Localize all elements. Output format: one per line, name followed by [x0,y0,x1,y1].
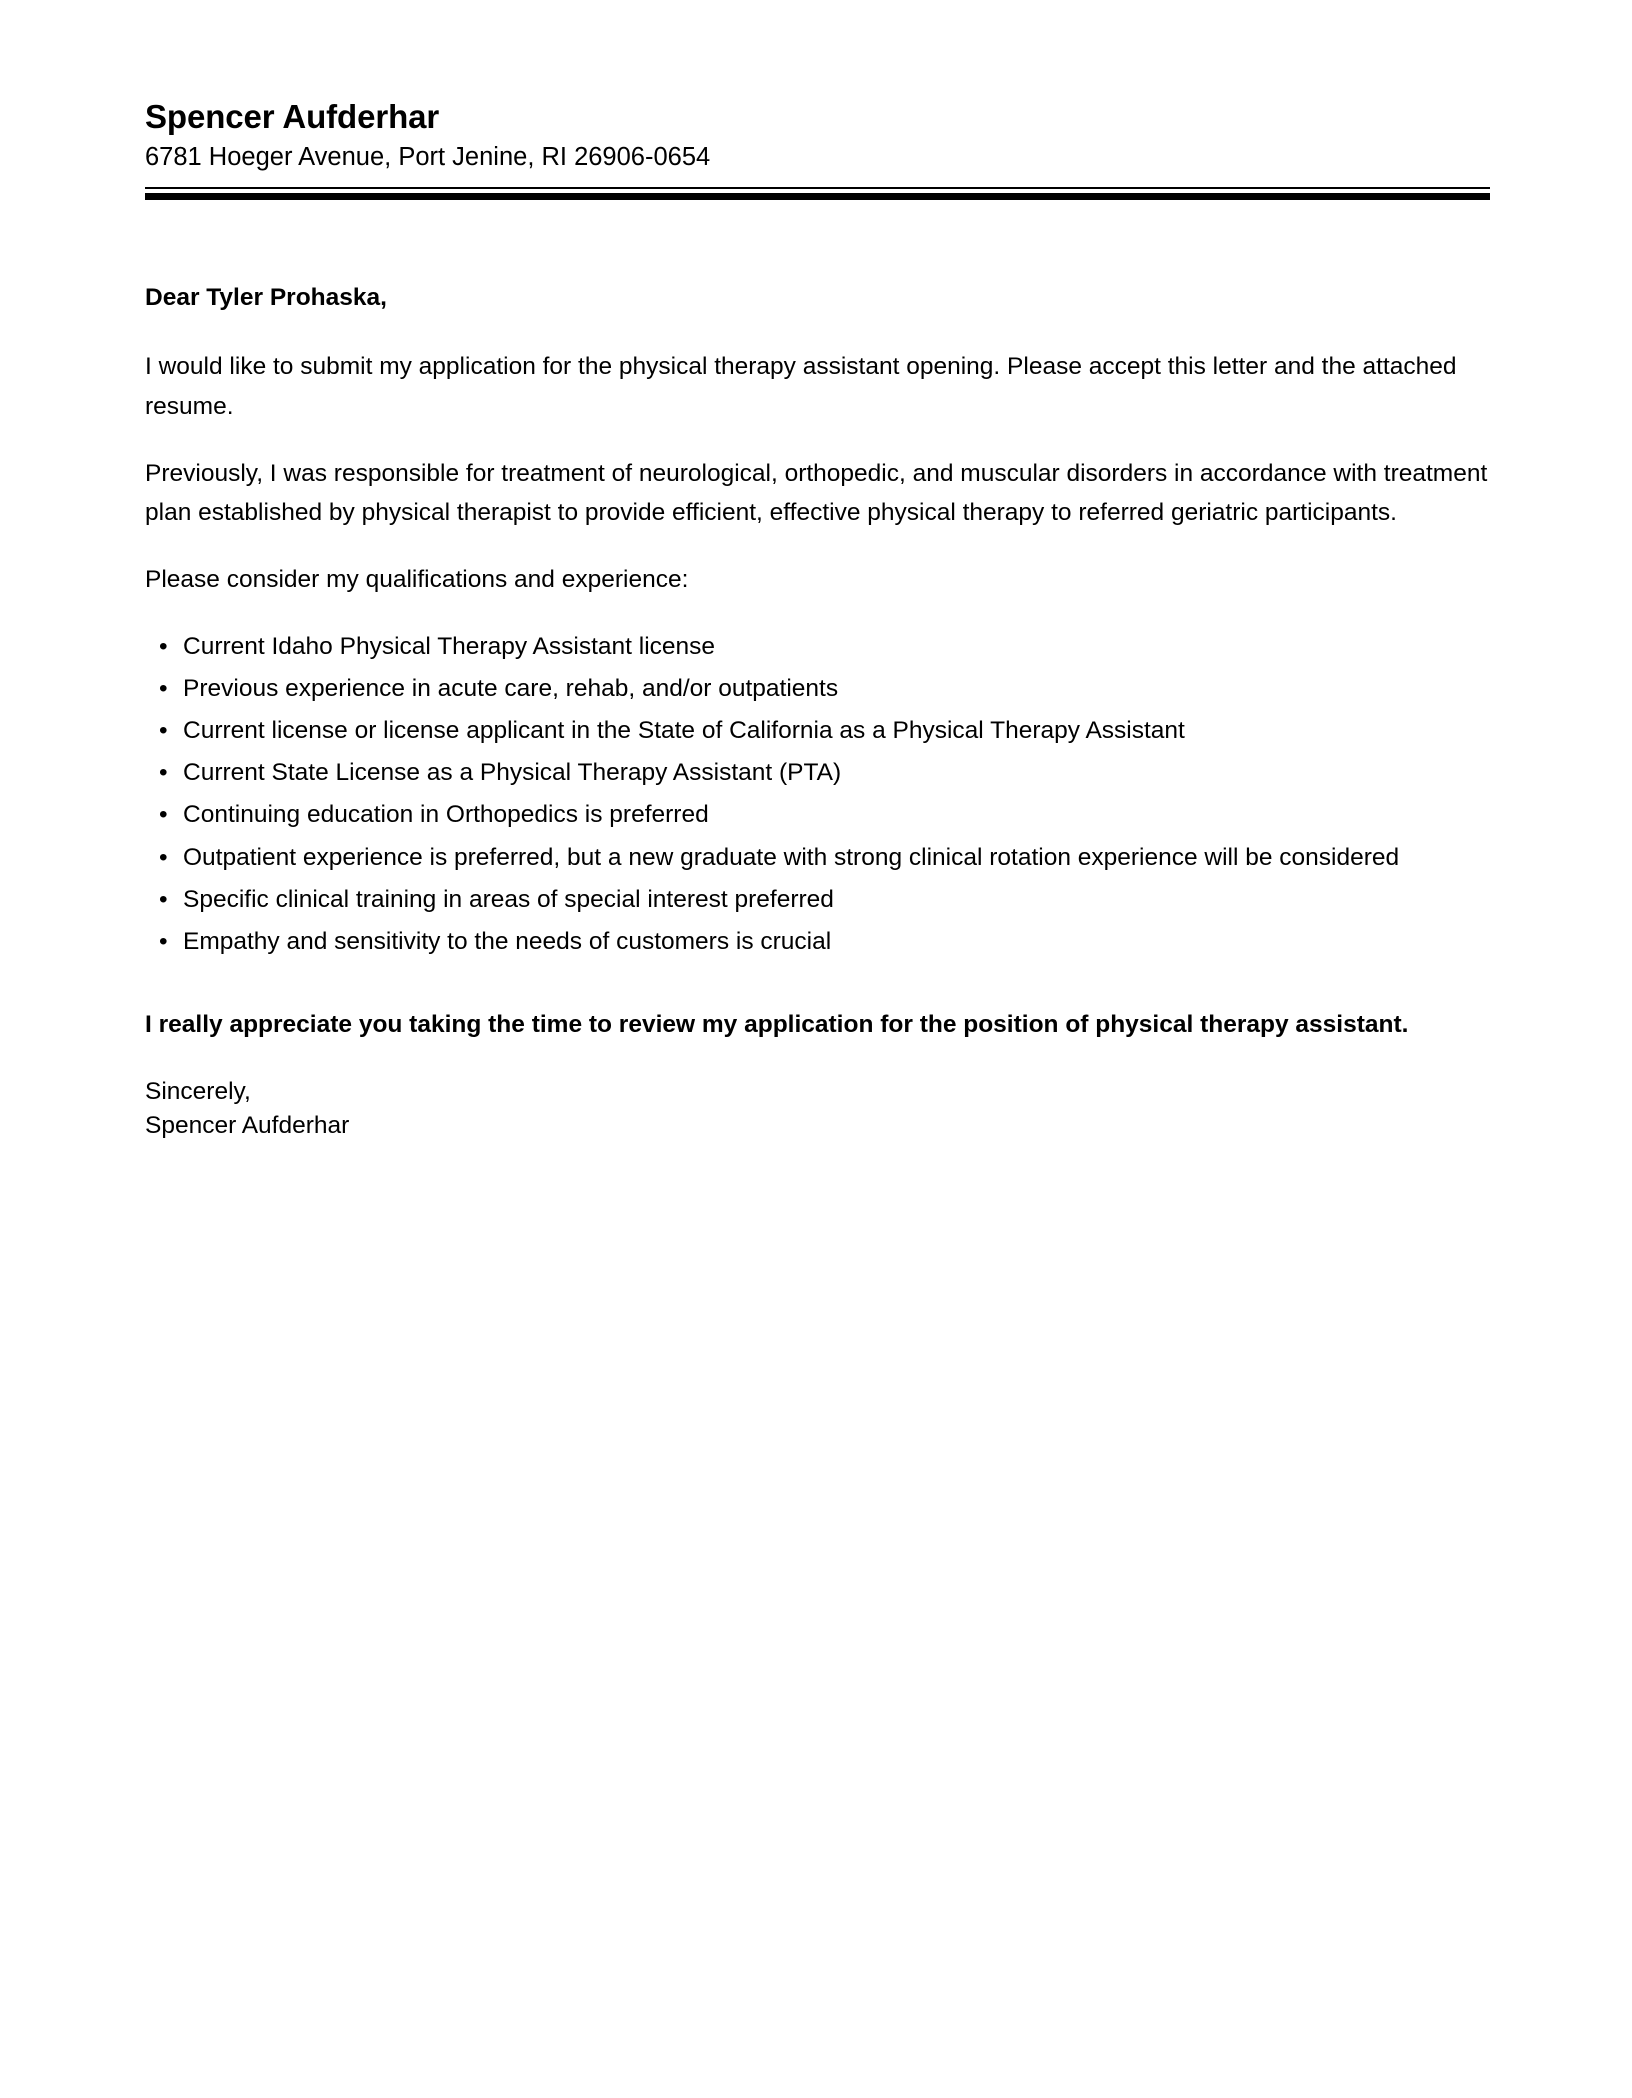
list-item-label: Previous experience in acute care, rehab, and/or outpatients [183,674,839,702]
body-paragraph-1: I would like to submit my application for the physical therapy assistant opening. Please accept this letter and the attached resume. [145,353,1457,420]
list-item [145,880,1490,919]
signoff-word: Sincerely, [145,1077,251,1105]
sender-name: Spencer Aufderhar [145,98,440,135]
list-item [145,627,1490,666]
salutation: Dear Tyler Prohaska, [145,283,387,311]
bullet-icon: • [159,843,168,871]
list-item [145,922,1490,961]
bullet-icon: • [159,927,168,955]
list-item-label: Empathy and sensitivity to the needs of customers is crucial [183,927,832,955]
list-item-label: Current license or license applicant in the State of California as a Physical Therapy Assistant [183,717,1185,745]
bullet-icon: • [159,674,168,702]
list-item [145,711,1490,750]
bullet-icon: • [159,801,168,829]
closing-statement: I really appreciate you taking the time to review my application for the position of physical therapy assistant. [145,1011,1409,1039]
list-item-label: Current State License as a Physical Therapy Assistant (PTA) [183,759,842,787]
signoff-name: Spencer Aufderhar [145,1111,350,1139]
bullet-icon: • [159,759,168,787]
divider-thick-line [145,193,1490,200]
list-item-label: Specific clinical training in areas of special interest preferred [183,885,834,913]
list-item [145,795,1490,834]
bullet-icon: • [159,717,168,745]
body-paragraph-3: Please consider my qualifications and experience: [145,565,689,593]
list-item-label: Current Idaho Physical Therapy Assistant license [183,632,716,660]
body-paragraph-2: Previously, I was responsible for treatment of neurological, orthopedic, and muscular disorders in accordance with treatment plan established by physical therapist to provide efficient, effective physical therapy to referred geriatric participants. [145,459,1488,527]
list-item [145,669,1490,708]
qualifications-list [145,627,1490,962]
list-item [145,838,1490,877]
bullet-icon: • [159,632,168,660]
letter-content-column [145,0,1490,1142]
header-divider [145,187,1490,200]
bullet-icon: • [159,885,168,913]
sender-address: 6781 Hoeger Avenue, Port Jenine, RI 26906-0654 [145,142,711,171]
signature-block [145,1075,1490,1143]
list-item-label: Outpatient experience is preferred, but a new graduate with strong clinical rotation experience will be considered [183,843,1400,871]
list-item-label: Continuing education in Orthopedics is preferred [183,801,709,829]
list-item [145,753,1490,792]
letterhead [145,0,1490,173]
letter-body [145,278,1490,1143]
